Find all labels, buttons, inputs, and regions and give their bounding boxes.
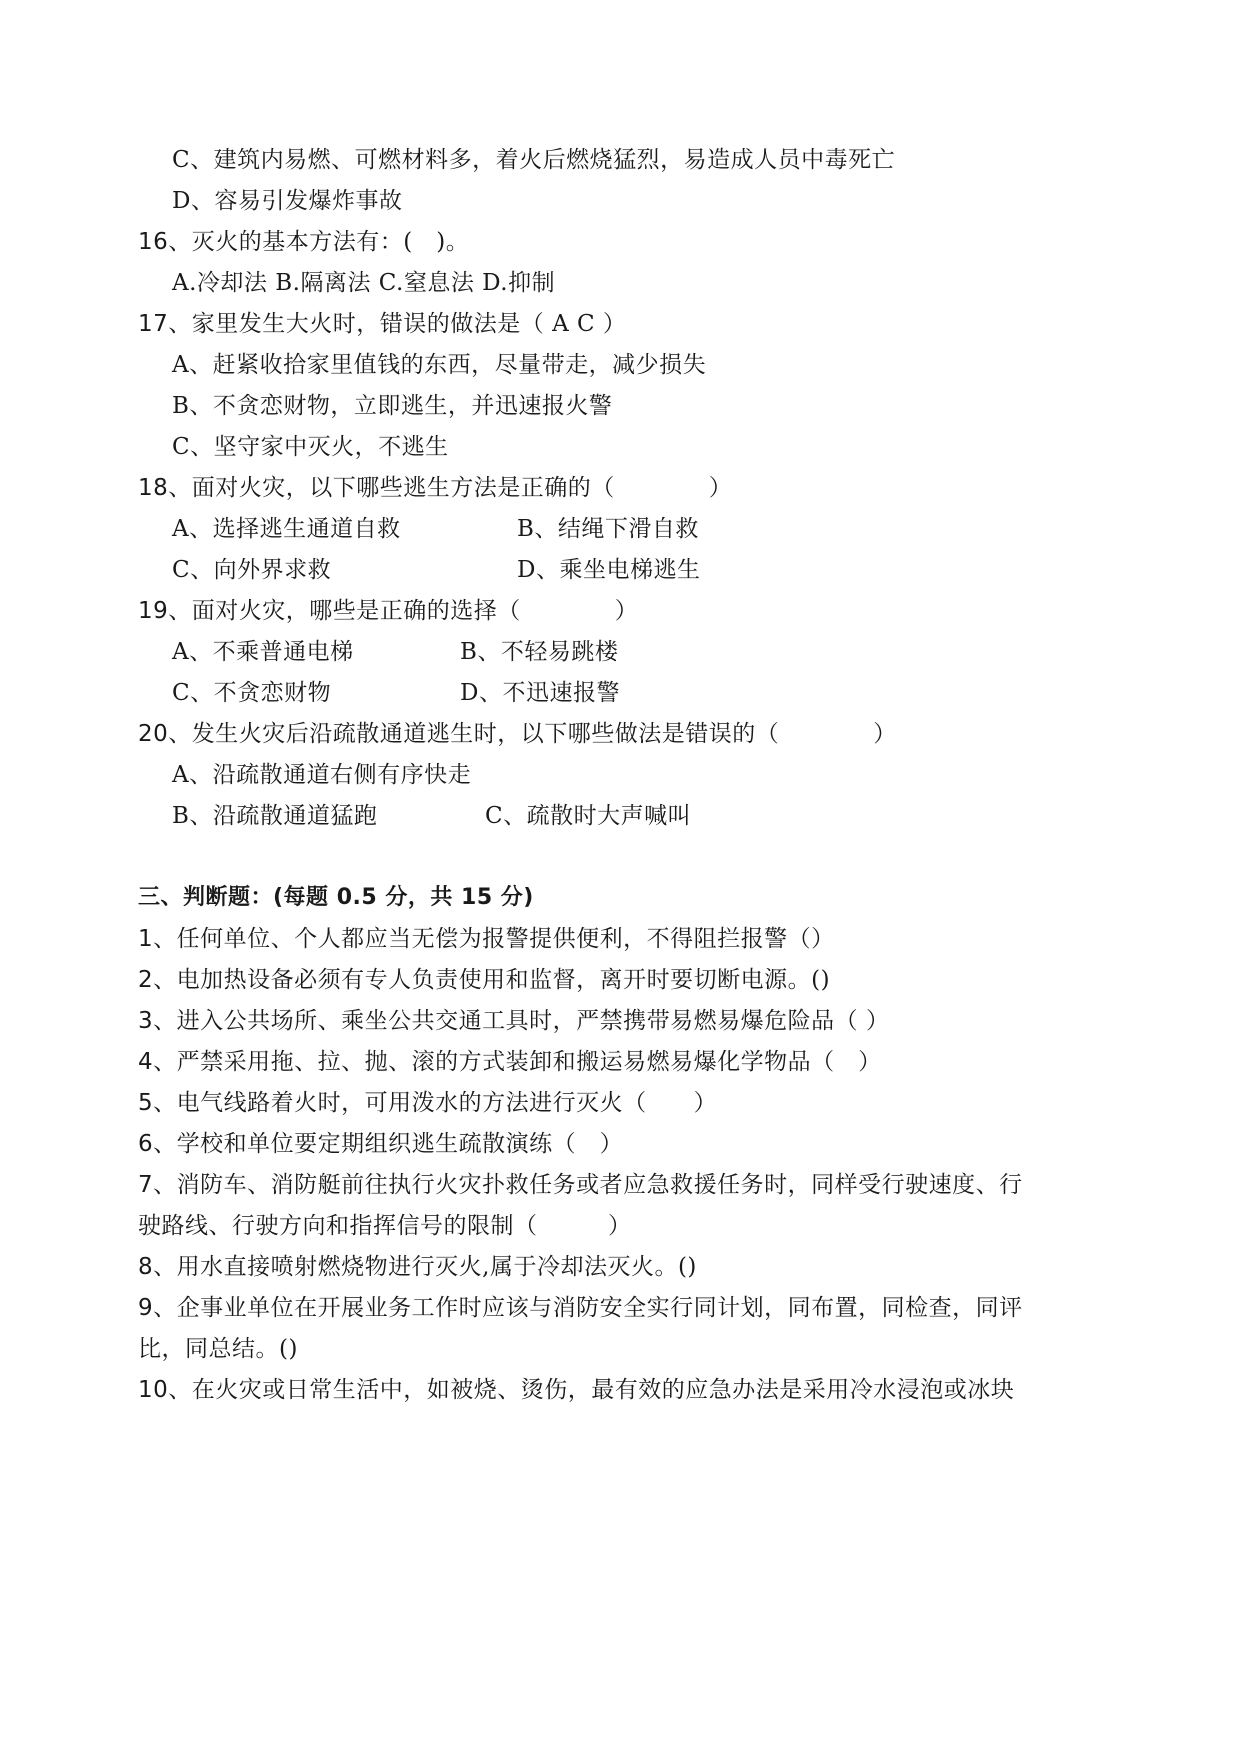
judgment-number: 7 bbox=[138, 1172, 154, 1198]
judgment-9-continuation: 比，同总结。() bbox=[138, 1336, 298, 1362]
judgment-number: 2 bbox=[138, 967, 154, 993]
q18-option-c: C、向外界求救 bbox=[172, 557, 332, 583]
judgment-text: 、企事业单位在开展业务工作时应该与消防安全实行同计划，同布置，同检查，同评 bbox=[153, 1295, 1023, 1321]
q19-option-b: B、不轻易跳楼 bbox=[460, 639, 619, 665]
judgment-number: 1 bbox=[138, 926, 154, 952]
q20-option-c: C、疏散时大声喊叫 bbox=[485, 803, 692, 829]
judgment-9 bbox=[138, 1293, 1023, 1323]
q20-stem bbox=[138, 719, 897, 749]
judgment-text: 、学校和单位要定期组织逃生疏散演练（ ） bbox=[153, 1131, 624, 1157]
judgment-text: 、电加热设备必须有专人负责使用和监督，离开时要切断电源。() bbox=[153, 967, 831, 993]
q16-text: 、灭火的基本方法有：( )。 bbox=[168, 229, 470, 255]
q17-stem bbox=[138, 309, 626, 339]
judgment-7-continuation: 驶路线、行驶方向和指挥信号的限制（ ） bbox=[138, 1213, 632, 1239]
judgment-number: 10 bbox=[138, 1377, 169, 1403]
q17-option-a: A、赶紧收拾家里值钱的东西，尽量带走，减少损失 bbox=[172, 352, 707, 378]
judgment-number: 6 bbox=[138, 1131, 154, 1157]
q18-stem bbox=[138, 473, 732, 503]
judgment-number: 5 bbox=[138, 1090, 154, 1116]
q19-option-d: D、不迅速报警 bbox=[460, 680, 620, 706]
judgment-number: 8 bbox=[138, 1254, 154, 1280]
judgment-text: 、进入公共场所、乘坐公共交通工具时，严禁携带易燃易爆危险品（ ） bbox=[153, 1008, 890, 1034]
q19-stem bbox=[138, 596, 638, 626]
q18-option-b: B、结绳下滑自救 bbox=[517, 516, 699, 542]
section-3-heading: 三、判断题：(每题 0.5 分，共 15 分) bbox=[138, 885, 534, 910]
q17-number: 17 bbox=[138, 311, 169, 337]
judgment-5 bbox=[138, 1088, 717, 1118]
judgment-text: 、在火灾或日常生活中，如被烧、烫伤，最有效的应急办法是采用冷水浸泡或冰块 bbox=[168, 1377, 1015, 1403]
judgment-2 bbox=[138, 965, 830, 995]
judgment-number: 3 bbox=[138, 1008, 154, 1034]
q16-options: A.冷却法 B.隔离法 C.窒息法 D.抑制 bbox=[172, 270, 556, 296]
q19-number: 19 bbox=[138, 598, 169, 624]
judgment-number: 9 bbox=[138, 1295, 154, 1321]
q18-number: 18 bbox=[138, 475, 169, 501]
judgment-text: 、电气线路着火时，可用泼水的方法进行灭火（ ） bbox=[153, 1090, 718, 1116]
q15-option-d: D、容易引发爆炸事故 bbox=[172, 188, 403, 214]
q18-option-d: D、乘坐电梯逃生 bbox=[517, 557, 701, 583]
q20-option-a: A、沿疏散通道右侧有序快走 bbox=[172, 762, 472, 788]
q19-option-a: A、不乘普通电梯 bbox=[172, 639, 354, 665]
judgment-4 bbox=[138, 1047, 882, 1077]
q16-number: 16 bbox=[138, 229, 169, 255]
q20-option-b: B、沿疏散通道猛跑 bbox=[172, 803, 378, 829]
judgment-text: 、用水直接喷射燃烧物进行灭火,属于冷却法灭火。() bbox=[153, 1254, 697, 1280]
judgment-1 bbox=[138, 924, 835, 954]
q18-option-a: A、选择逃生通道自救 bbox=[172, 516, 401, 542]
judgment-text: 、严禁采用拖、拉、抛、滚的方式装卸和搬运易燃易爆化学物品（ ） bbox=[153, 1049, 882, 1075]
q15-option-c: C、建筑内易燃、可燃材料多，着火后燃烧猛烈，易造成人员中毒死亡 bbox=[172, 147, 896, 173]
judgment-6 bbox=[138, 1129, 623, 1159]
q19-text: 、面对火灾，哪些是正确的选择（ ） bbox=[168, 598, 639, 624]
judgment-10 bbox=[138, 1375, 1014, 1405]
q17-option-b: B、不贪恋财物，立即逃生，并迅速报火警 bbox=[172, 393, 613, 419]
judgment-3 bbox=[138, 1006, 889, 1036]
judgment-7 bbox=[138, 1170, 1023, 1200]
q20-text: 、发生火灾后沿疏散通道逃生时，以下哪些做法是错误的（ ） bbox=[168, 721, 897, 747]
judgment-8 bbox=[138, 1252, 697, 1282]
q19-option-c: C、不贪恋财物 bbox=[172, 680, 332, 706]
q17-option-c: C、坚守家中灭火，不逃生 bbox=[172, 434, 449, 460]
judgment-text: 、消防车、消防艇前往执行火灾扑救任务或者应急救援任务时，同样受行驶速度、行 bbox=[153, 1172, 1023, 1198]
q20-number: 20 bbox=[138, 721, 169, 747]
q17-text: 、家里发生大火时，错误的做法是（ A C ） bbox=[168, 311, 627, 337]
q16-stem bbox=[138, 227, 469, 257]
q18-text: 、面对火灾，以下哪些逃生方法是正确的（ ） bbox=[168, 475, 733, 501]
judgment-number: 4 bbox=[138, 1049, 154, 1075]
judgment-text: 、任何单位、个人都应当无偿为报警提供便利，不得阻拦报警（） bbox=[153, 926, 835, 952]
